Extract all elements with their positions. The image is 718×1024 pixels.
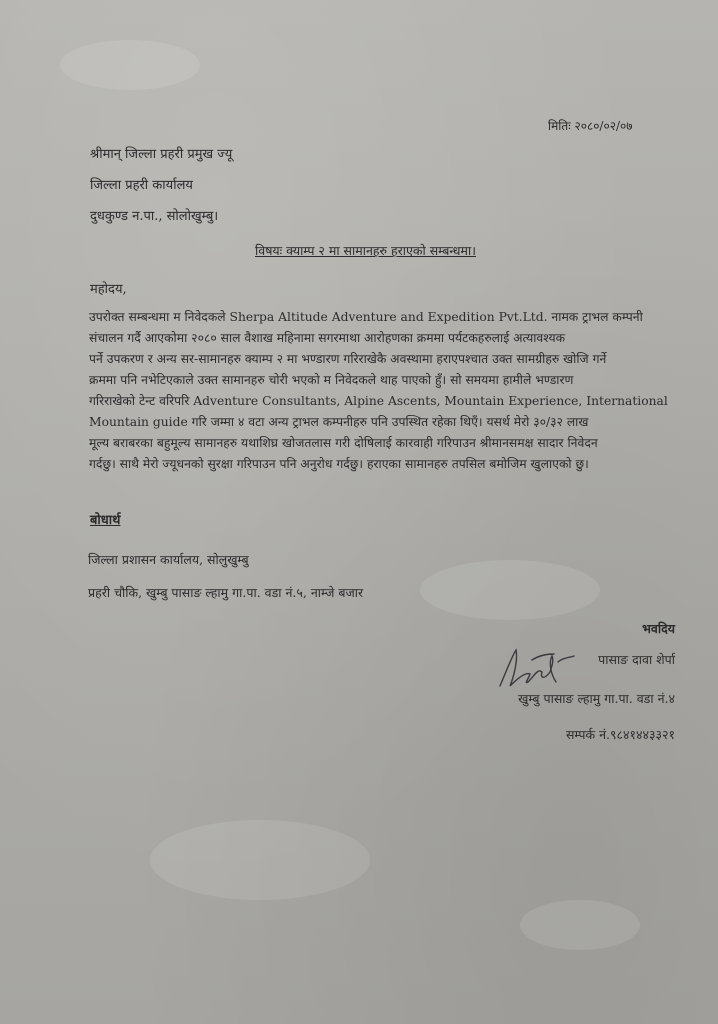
bodhartha-heading: बोधार्थ <box>90 513 121 528</box>
body-line: पर्ने उपकरण र अन्य सर-सामानहरु क्याम्प २ मा भण्डारण गरिराखेकै अवस्थामा हराएपश्चात उक्त सामग्रीहरु खोजि गर्ने <box>89 352 607 366</box>
body-line: गरिराखेको टेन्ट वरिपरि Adventure Consultants, Alpine Ascents, Mountain Experience, International <box>89 394 668 408</box>
sender-address: खुम्बु पासाङ ल्हामु गा.पा. वडा नं.४ <box>518 691 675 706</box>
body-line: गर्दछु। साथै मेरो ज्यूधनको सुरक्षा गरिपाउन पनि अनुरोध गर्दछु। हराएका सामानहरु तपसिल बमोजिम खुलाएको छु। <box>89 457 589 471</box>
paper-texture <box>60 40 200 90</box>
body-line: उपरोक्त सम्बन्धमा म निवेदकले Sherpa Altitude Adventure and Expedition Pvt.Ltd. नामक ट्राभल कम्पनी <box>89 310 643 324</box>
signature-image <box>492 642 582 694</box>
sender-name: पासाङ दावा शेर्पा <box>598 652 675 667</box>
letter-date: मितिः २०८०/०२/०७ <box>548 119 633 133</box>
closing: भवदिय <box>642 621 675 636</box>
sender-contact: सम्पर्क नं.९८४१४४३३२१ <box>565 727 675 742</box>
paper-texture <box>520 900 640 950</box>
body-line: क्रममा पनि नभेटिएकाले उक्त सामानहरु चोरी भएको म निवेदकले थाह पाएको हुँ। सो समयमा हामीले भण्डारण <box>89 373 574 387</box>
recipient-address: दुधकुण्ड न.पा., सोलोखुम्बु। <box>90 209 219 224</box>
letter-body <box>89 307 679 475</box>
cc-line-1: जिल्ला प्रशासन कार्यालय, सोलुखुम्बु <box>88 552 249 567</box>
recipient-office: जिल्ला प्रहरी कार्यालय <box>90 178 193 193</box>
recipient-title: श्रीमान् जिल्ला प्रहरी प्रमुख ज्यू <box>90 147 233 162</box>
paper-texture <box>150 820 370 900</box>
body-line: संचालन गर्दै आएकोमा २०८० साल वैशाख महिनामा सगरमाथा आरोहणका क्रममा पर्यटकहरुलाई अत्यावश्यक <box>89 331 566 345</box>
salutation: महोदय, <box>90 282 127 297</box>
body-line: Mountain guide गरि जम्मा ४ वटा अन्य ट्राभल कम्पनीहरु पनि उपस्थित रहेका थिएँ। यसर्थ मेरो ३०/३२ लाख <box>89 415 589 429</box>
body-line: मूल्य बराबरका बहुमूल्य सामानहरु यथाशिघ्र खोजतलास गरी दोषिलाई कारवाही गरिपाउन श्रीमानसमक्ष सादार निवेदन <box>89 436 598 450</box>
cc-line-2: प्रहरी चौकि, खुम्बु पासाङ ल्हामु गा.पा. वडा नं.५, नाम्जे बजार <box>88 585 364 600</box>
letter-subject: विषयः क्याम्प २ मा सामानहरु हराएको सम्बन्धमा। <box>255 243 476 258</box>
paper-texture <box>420 560 600 620</box>
